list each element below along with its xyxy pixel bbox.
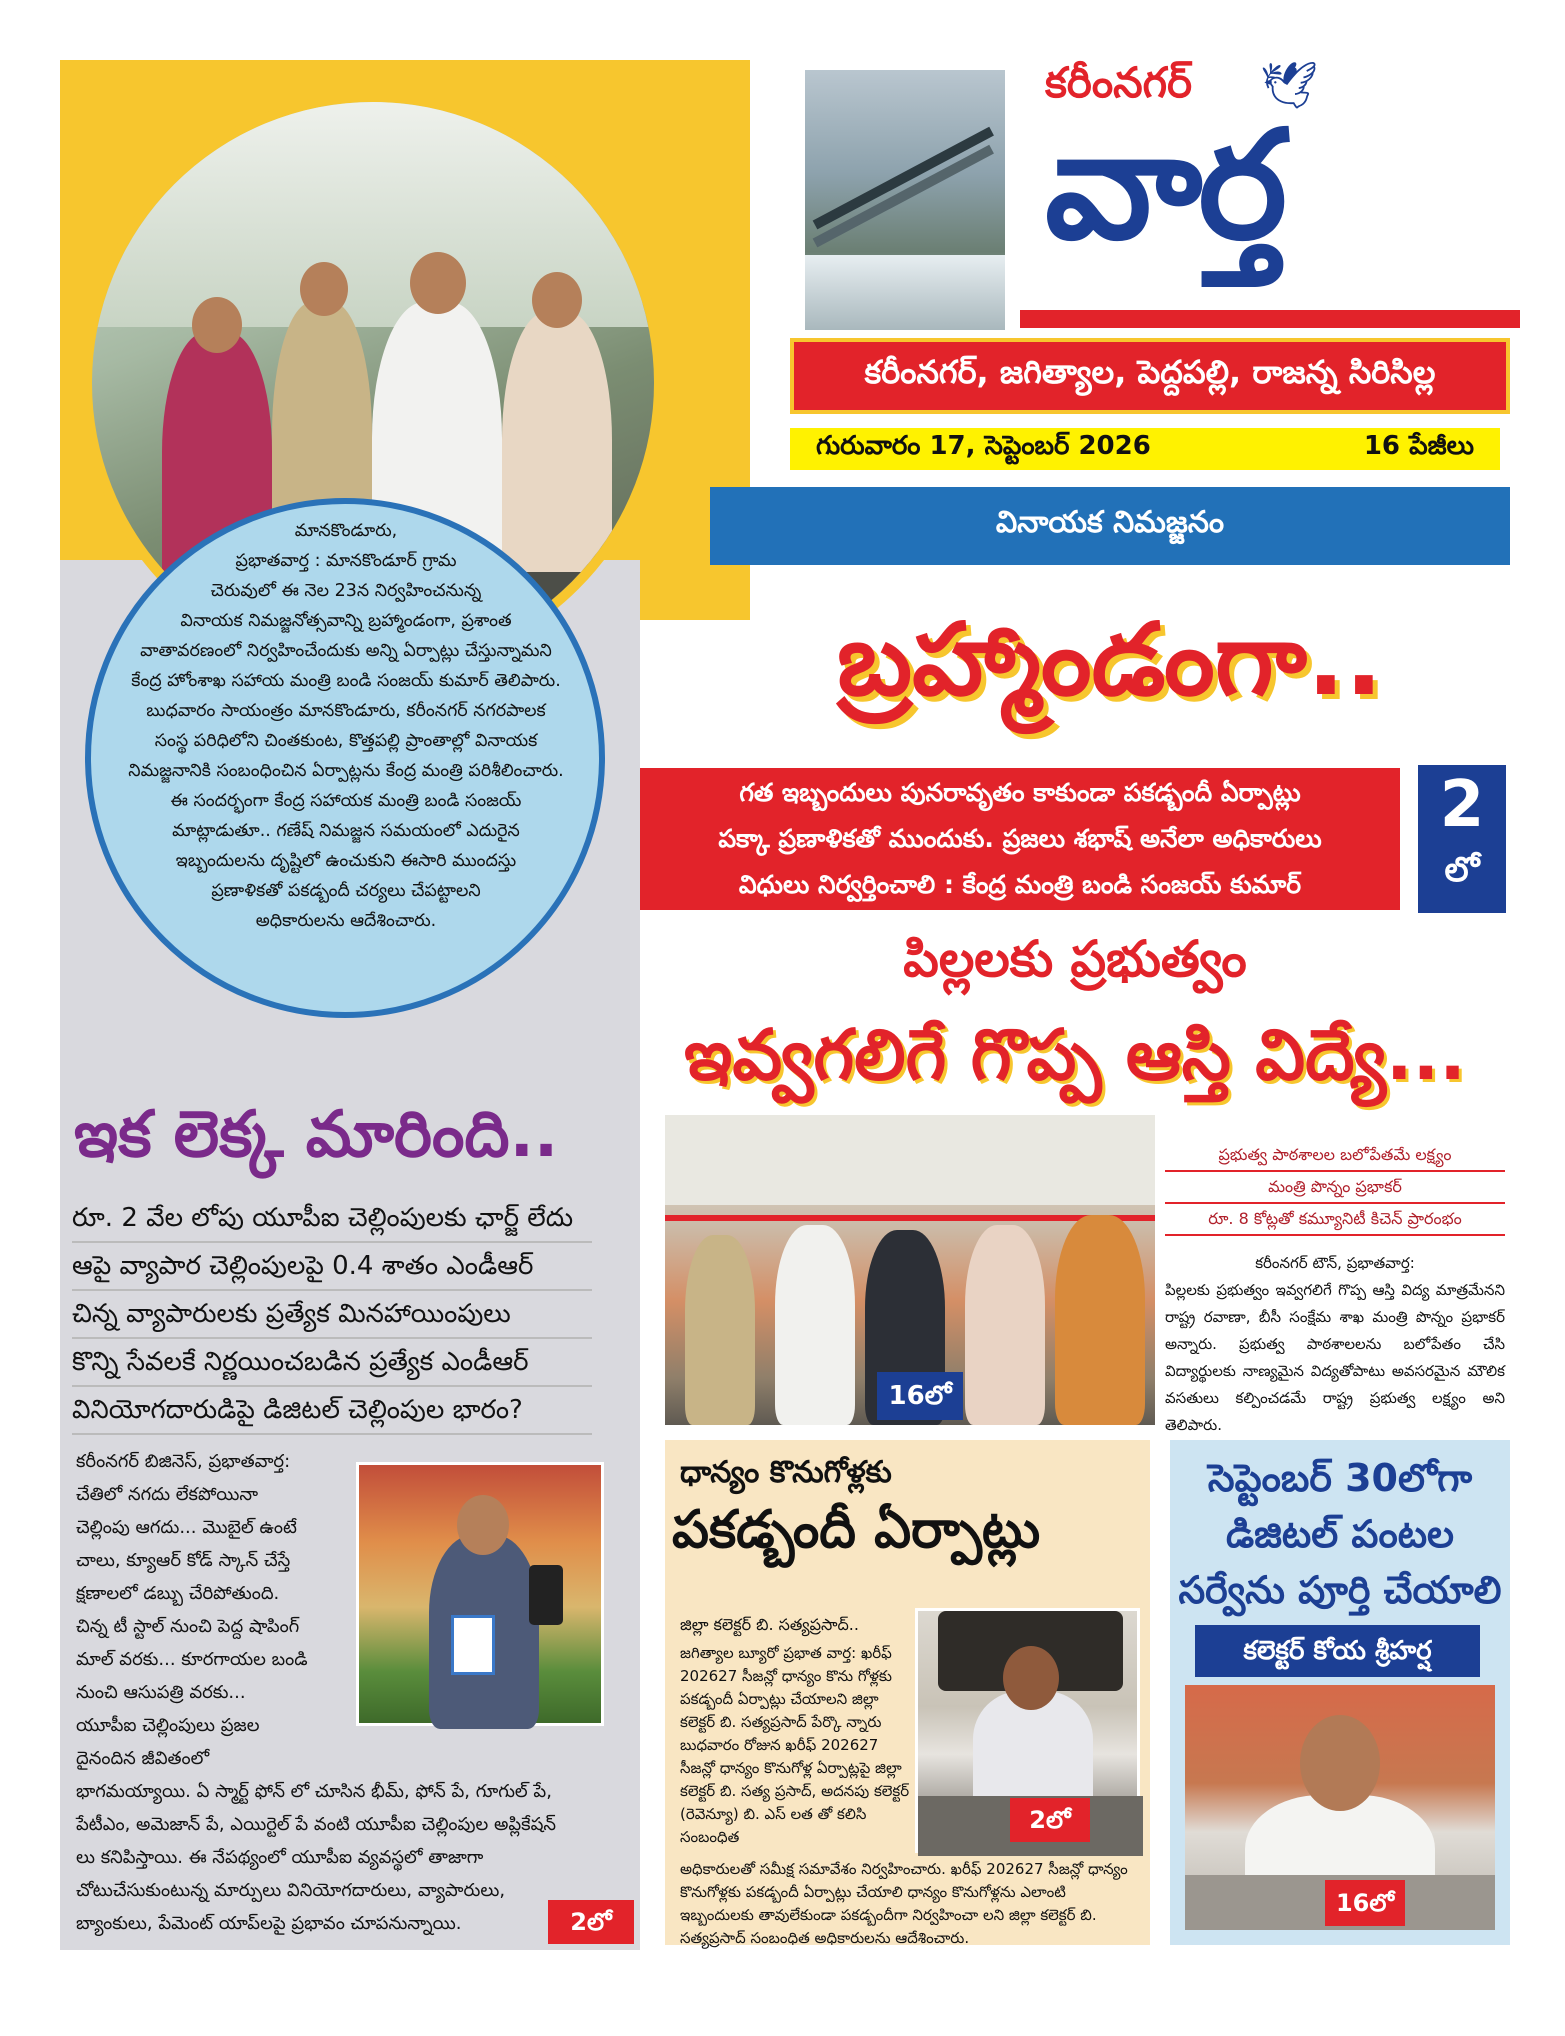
- education-headline: ఇవ్వగలిగే గొప్ప ఆస్తి విద్యే...: [684, 1014, 1466, 1096]
- lead-subhead: విధులు నిర్వర్తించాలి : కేంద్ర మంత్రి బండి సంజయ్ కుమార్: [738, 870, 1302, 899]
- education-caption: ప్రభుత్వ పాఠశాలల బలోపేతమే లక్ష్యం: [1165, 1140, 1505, 1172]
- page-ref-suffix: లో: [1444, 850, 1480, 890]
- education-caption: రూ. 8 కోట్లతో కమ్యూనిటీ కిచెన్ ప్రారంభం: [1165, 1204, 1505, 1236]
- upi-point: రూ. 2 వేల లోపు యూపీఐ చెల్లింపులకు ఛార్జ్ లేదు: [72, 1195, 592, 1243]
- dove-icon: 🕊: [1260, 58, 1319, 112]
- lead-body-line: వినాయక నిమజ్జనోత్సవాన్ని బ్రహ్మాండంగా, ప్రశాంత: [180, 611, 512, 631]
- lead-body-line: ఇబ్బందులను దృష్టిలో ఉంచుకుని ఈసారి ముందస్తు: [175, 851, 517, 871]
- section-label: వినాయక నిమజ్జనం: [710, 487, 1510, 565]
- lead-body-line: మాట్లాడుతూ.. గణేష్ నిమజ్జన సమయంలో ఎదురైన: [172, 821, 520, 841]
- survey-headline-line: డిజిటల్ పంటల: [1226, 1512, 1454, 1556]
- lead-body-line: అధికారులను ఆదేశించారు.: [255, 911, 437, 931]
- lead-subhead: గత ఇబ్బందులు పునరావృతం కాకుండా పకడ్బందీ ఏర్పాట్లు: [739, 778, 1301, 807]
- survey-headline: [1175, 1450, 1505, 1618]
- upi-body-line: లు కనిపిస్తాయి. ఈ నేపథ్యంలో యూపీఐ వ్యవస్థలో తాజాగా: [76, 1847, 484, 1868]
- upi-photo: [356, 1462, 604, 1726]
- education-page-ref[interactable]: 16లో: [877, 1372, 963, 1420]
- upi-points: [72, 1195, 592, 1435]
- upi-body-line: మాల్ వరకు... కూరగాయల బండి: [76, 1649, 308, 1670]
- upi-body-line: యూపీఐ చెల్లింపులు ప్రజల: [76, 1715, 260, 1736]
- lead-subheads: [640, 768, 1400, 910]
- lead-page-ref[interactable]: [1418, 765, 1506, 913]
- survey-page-ref[interactable]: 16లో: [1325, 1880, 1405, 1926]
- education-dateline: కరీంనగర్ టౌన్, ప్రభాతవార్త:: [1255, 1254, 1415, 1272]
- lead-body-line: కేంద్ర హోంశాఖ సహాయ మంత్రి బండి సంజయ్ కుమార్ తెలిపారు.: [131, 671, 561, 691]
- upi-body-line: చిన్న టీ స్టాల్ నుంచి పెద్ద షాపింగ్: [76, 1616, 300, 1637]
- lead-body-line: ప్రభాతవార్త : మానకొండూర్ గ్రామ: [235, 551, 457, 571]
- upi-body-line: బ్యాంకులు, పేమెంట్ యాప్‌లపై ప్రభావం చూపనున్నాయి.: [76, 1913, 462, 1934]
- survey-headline-line: సర్వేను పూర్తి చేయాలి: [1178, 1568, 1502, 1612]
- upi-body-line: చోటుచేసుకుంటున్న మార్పులు వినియోగదారులు, వ్యాపారులు,: [76, 1880, 506, 1901]
- survey-collector-label: కలెక్టర్ కోయ శ్రీహర్ష: [1195, 1625, 1480, 1677]
- education-body: [1165, 1250, 1505, 1439]
- upi-body-line: దైనందిన జీవితంలో: [76, 1748, 210, 1769]
- lead-story-body: [85, 498, 605, 1018]
- lead-headline: బ్రహ్మాండంగా..: [837, 601, 1383, 718]
- upi-body-line: నుంచి ఆసుపత్రి వరకు...: [76, 1682, 246, 1703]
- page-ref-number: 2: [1439, 768, 1485, 842]
- upi-body-line: భాగమయ్యాయి. ఏ స్మార్ట్ ఫోన్ లో చూసిన భీమ్, ఫోన్ పే, గూగుల్ పే,: [76, 1781, 552, 1802]
- upi-body-line: చేతిలో నగదు లేకపోయినా: [76, 1484, 259, 1505]
- upi-point: ఆపై వ్యాపార చెల్లింపులపై 0.4 శాతం ఎండీఆర్: [72, 1243, 592, 1291]
- upi-point: వినియోగదారుడిపై డిజిటల్ చెల్లింపుల భారం?: [72, 1387, 592, 1435]
- education-caption: మంత్రి పొన్నం ప్రభాకర్: [1165, 1172, 1505, 1204]
- grain-page-ref[interactable]: 2లో: [1010, 1798, 1090, 1842]
- lead-subhead: పక్కా ప్రణాళికతో ముందుకు. ప్రజలు శభాష్ అనేలా అధికారులు: [718, 824, 1322, 853]
- masthead-underline: [1020, 310, 1520, 328]
- lead-body-line: వాతావరణంలో నిర్వహించేందుకు అన్ని ఏర్పాట్లు చేస్తున్నామని: [140, 641, 552, 661]
- upi-body-line: చెల్లింపు ఆగదు... మొబైల్ ఉంటే: [76, 1517, 297, 1538]
- lead-body-line: సంస్థ పరిధిలోని చింతకుంట, కొత్తపల్లి ప్రాంతాల్లో వినాయక: [154, 731, 538, 751]
- upi-body-line: క్షణాలలో డబ్బు చేరిపోతుంది.: [76, 1583, 280, 1604]
- masthead-title: వార్త: [1045, 99, 1284, 273]
- upi-body-column: [76, 1445, 376, 1775]
- lead-body-line: నిమజ్జనానికి సంబంధించిన ఏర్పాట్లను కేంద్ర మంత్రి పరిశీలించారు.: [128, 761, 564, 781]
- education-captions: [1165, 1140, 1505, 1236]
- grain-body: జగిత్యాల బ్యూరో ప్రభాత వార్త: ఖరీఫ్ 202627 సీజన్లో ధాన్యం కొను గోళ్లకు పకడ్బందీ ఏర్పాట్లు చేయాలని జిల్లా కలెక్టర్ బి. సత్యప్రసాద్ పేర్కొ న్నారు బుధవారం రోజున ఖరీఫ్ 202627 సీజన్లో ధాన్యం కొనుగోళ్ల ఏర్పాట్లపై జిల్లా కలెక్టర్ బి. సత్య ప్రసాద్, అదనపు కలెక్టర్ (రెవెన్యూ) బి. ఎస్ లత తో కలిసి సంబంధిత: [680, 1644, 910, 1846]
- education-subhead: పిల్లలకు ప్రభుత్వం: [903, 930, 1247, 988]
- masthead-dam-photo: [805, 70, 1005, 330]
- masthead-city: కరీంనగర్: [1045, 58, 1193, 107]
- grain-body-continued: అధికారులతో సమీక్ష సమావేశం నిర్వహించారు. ఖరీఫ్ 202627 సీజన్లో ధాన్యం కొనుగోళ్లకు పకడ్బందీ ఏర్పాట్లు చేయాలి ధాన్యం కొనుగోళ్లను ఎలాంటి ఇబ్బందులకు తావులేకుండా పకడ్బందీగా నిర్వహించా లని జిల్లా కలెక్టర్ బి. సత్యప్రసాద్ సంబంధిత అధికారులను ఆదేశించారు.: [680, 1860, 1128, 1947]
- upi-point: కొన్ని సేవలకే నిర్ణయించబడిన ప్రత్యేక ఎండీఆర్: [72, 1339, 592, 1387]
- education-text: పిల్లలకు ప్రభుత్వం ఇవ్వగలిగే గొప్ప ఆస్తి విద్య మాత్రమేనని రాష్ట్ర రవాణా, బీసీ సంక్షేమ శాఖ మంత్రి పొన్నం ప్రభాకర్ అన్నారు. ప్రభుత్వ పాఠశాలలను బలోపేతం చేసి విద్యార్థులకు నాణ్యమైన విద్యతోపాటు అవసరమైన మౌలిక వసతులు కల్పించడమే రాష్ట్ర ప్రభుత్వ లక్ష్యం అని తెలిపారు.: [1165, 1281, 1505, 1434]
- lead-body-line: బుధవారం సాయంత్రం మానకొండూరు, కరీంనగర్ నగరపాలక: [146, 701, 546, 721]
- lead-body-line: చెరువులో ఈ నెల 23న నిర్వహించనున్న: [210, 581, 482, 601]
- page-count: 16 పేజీలు: [1363, 431, 1474, 461]
- upi-body-line: పేటీఎం, అమెజాన్ పే, ఎయిర్టెల్ పే వంటి యూపీఐ చెల్లింపుల అప్లికేషన్: [76, 1814, 557, 1835]
- upi-body-line: చాలు, క్యూఆర్ కోడ్ స్కాన్ చేస్తే: [76, 1550, 291, 1571]
- grain-subhead: ధాన్యం కొనుగోళ్లకు: [680, 1455, 892, 1490]
- dateline: [790, 428, 1500, 470]
- lead-body-line: ప్రణాళికతో పకడ్బందీ చర్యలు చేపట్టాలని: [211, 881, 481, 901]
- upi-page-ref[interactable]: 2లో: [548, 1900, 634, 1944]
- issue-date: గురువారం 17, సెప్టెంబర్ 2026: [816, 431, 1151, 461]
- upi-body-line: కరీంనగర్ బిజినెస్, ప్రభాతవార్త:: [76, 1451, 291, 1472]
- survey-headline-line: సెప్టెంబర్ 30లోగా: [1207, 1456, 1473, 1500]
- lead-body-line: మానకొండూరు,: [294, 521, 398, 541]
- upi-point: చిన్న వ్యాపారులకు ప్రత్యేక మినహాయింపులు: [72, 1291, 592, 1339]
- upi-headline: ఇక లెక్క మారింది..: [74, 1098, 559, 1172]
- districts-banner: కరీంనగర్, జగిత్యాల, పెద్దపల్లి, రాజన్న సిరిసిల్ల: [790, 338, 1510, 414]
- lead-body-line: ఈ సందర్భంగా కేంద్ర సహాయక మంత్రి బండి సంజయ్: [170, 791, 522, 811]
- grain-headline: పకడ్బందీ ఏర్పాట్లు: [672, 1500, 1041, 1560]
- upi-body-continued: [76, 1775, 596, 1940]
- grain-byline: జిల్లా కలెక్టర్ బి. సత్యప్రసాద్..: [680, 1615, 859, 1634]
